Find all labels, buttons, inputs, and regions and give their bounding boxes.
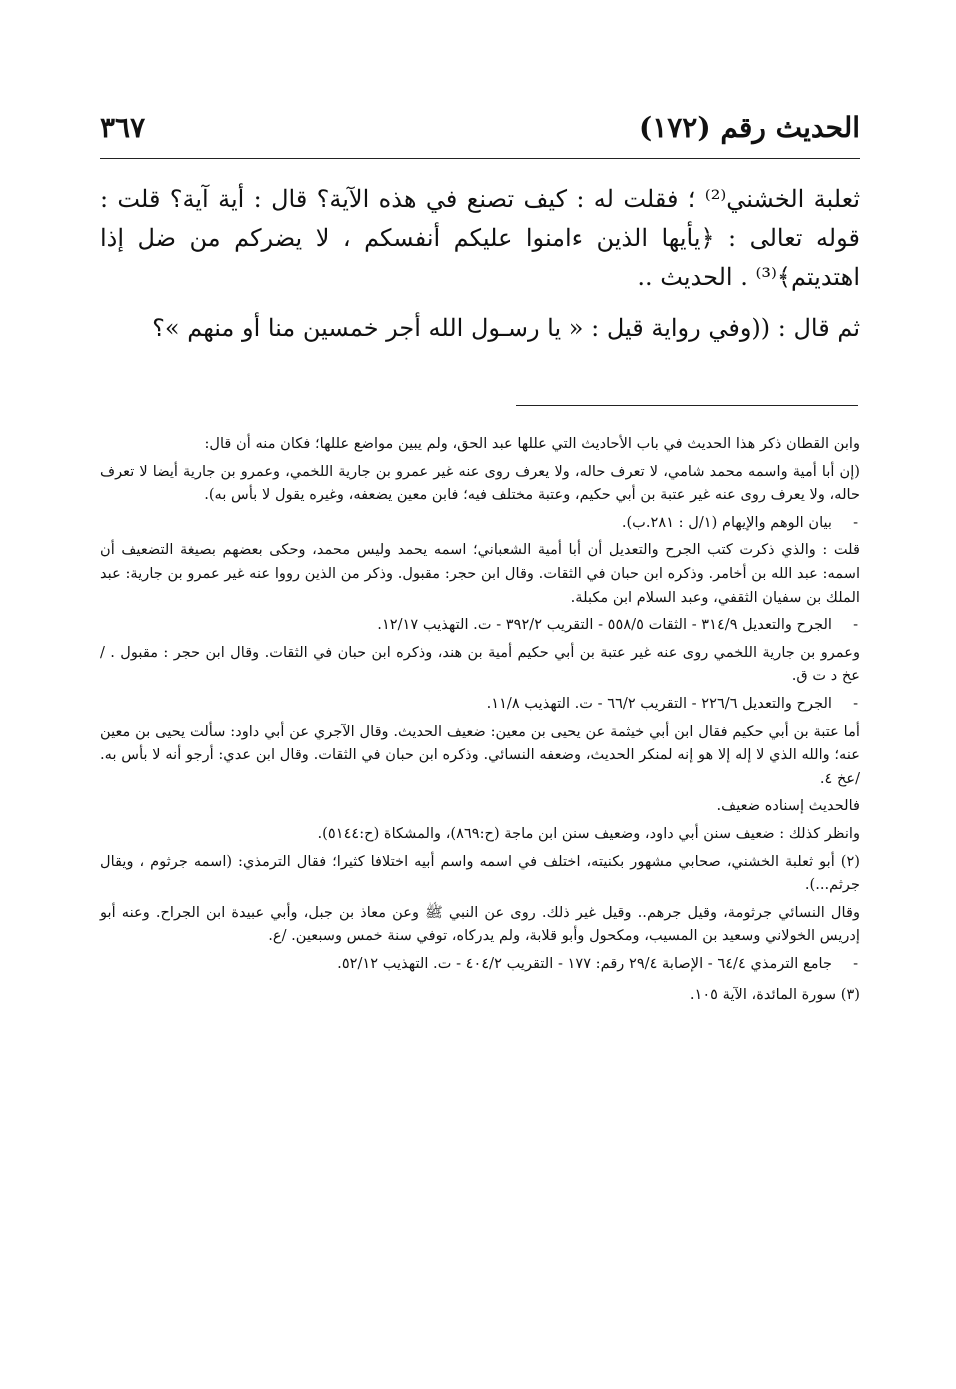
footnote-quote: (إن أبا أمية واسمه محمد شامي، لا تعرف حاله، ولا يعرف روى عنه غير عمرو بن جارية اللخمي، وعمرو بن جارية أيضا لا تعرف حاله، ولا يعرف روى عنه غير عتبة بن أبي حكيم، وعتبة مختلف فيه؛ فابن معين يضعفه، وغيره يقول لا بأس به). [100,462,860,504]
footnote-paragraph: قلت : والذي ذكرت كتب الجرح والتعديل أن أبا أمية الشعباني؛ اسمه يحمد وليس محمد، وحكى بعضهم بصيغة التضعيف أن اسمه: عبد الله بن أخامر. وذكره ابن حبان في الثقات. وقال ابن حجر: مقبول. وذكر من الذين رووا عنه غير عمرو بن جارية: عبد الملك بن سفيان الثقفي، وعبد السلام ابن مكبلة. [100,541,860,606]
page-header [100,108,860,154]
page-number: ٣٦٧ [100,111,146,144]
main-paragraph-2: ثم قال : ((وفي رواية قيل : « يا رسـول الله أجر خمسين منا أو منهم »؟ [152,314,860,342]
main-text [100,180,860,348]
footnote-reference: - بيان الوهم والإيهام (١/ل : ٢٨١.ب). [100,511,860,535]
main-paragraph-1: ثعلبة الخشني⁽²⁾ ؛ فقلت له : كيف تصنع في هذه الآية؟ قال : أية آية؟ قلت : قوله تعالى : ﴿يأيها الذين ءامنوا عليكم أنفسكم ، لا يضركم من ضل إذا اهتديتم﴾⁽³⁾ . الحديث .. [100,185,860,291]
footnote-paragraph: أما عتبة بن أبي حكيم فقال ابن أبي خيثمة عن يحيى بن معين: ضعيف الحديث. وقال الآجري عن أبي داود: سألت يحيى بن معين عنه؛ والله الذي لا إله إلا هو إنه لمنكر الحديث، وضعفه النسائي. وذكره ابن حبان في الثقات. وقال ابن عدي: أرجو أنه لا بأس به. /عخ ٤. [100,722,860,787]
header-rule [100,158,860,159]
footnote-3: (٣) سورة المائدة، الآية ١٠٥. [689,986,860,1004]
footnote-paragraph: وانظر كذلك : ضعيف سنن أبي داود، وضعيف سنن ابن ماجة (ح:٨٦٩)، والمشكاة (ح:٥١٤٤). [317,824,860,842]
footnotes [100,432,860,1011]
footnote-reference: - الجرح والتعديل ٣١٤/٩ - الثقات ٥٥٨/٥ - التقريب ٣٩٢/٢ - ت. التهذيب ١٢/١٧. [100,613,860,637]
footnote-paragraph: فالحديث إسناده ضعيف. [716,797,860,815]
footnote-paragraph: وابن القطان ذكر هذا الحديث في باب الأحاديث التي عللها عبد الحق، ولم يبين مواضع عللها؛ فكان منه أن قال: [204,435,860,452]
footnote-paragraph: وقال النسائي جرثومة، وقيل جرهم.. وقيل غير ذلك. روى عن النبي ﷺ وعن معاذ بن جبل، وأبي عبيدة ابن الجراح. وعنه أبو إدريس الخولاني وسعيد بن المسيب، ومكحول وأبو قلابة، ولم يدركاه، توفي سنة خمس وسبعين. /ع. [100,903,860,945]
footnote-reference: - جامع الترمذي ٦٤/٤ - الإصابة ٢٩/٤ رقم: ١٧٧ - التقريب ٤٠٤/٢ - ت. التهذيب ٥٢/١٢. [100,952,860,976]
footnote-2: (٢) أبو ثعلبة الخشني، صحابي مشهور بكنيته، اختلف في اسمه واسم أبيه اختلافا كثيرا؛ فقال الترمذي: (اسمه جرثوم ، ويقال جرثم...). [100,852,860,894]
footnote-separator [516,405,858,406]
footnote-paragraph: وعمرو بن جارية اللخمي روى عنه غير عتبة بن أبي حكيم أمية بن هند، وذكره ابن حبان في الثقات. وقال ابن حجر : مقبول . / عخ د ت ق. [100,643,860,685]
footnote-reference: - الجرح والتعديل ٢٢٦/٦ - التقريب ٦٦/٢ - ت. التهذيب ١١/٨. [100,692,860,716]
running-title: الحديث رقم (١٧٢) [638,111,860,144]
